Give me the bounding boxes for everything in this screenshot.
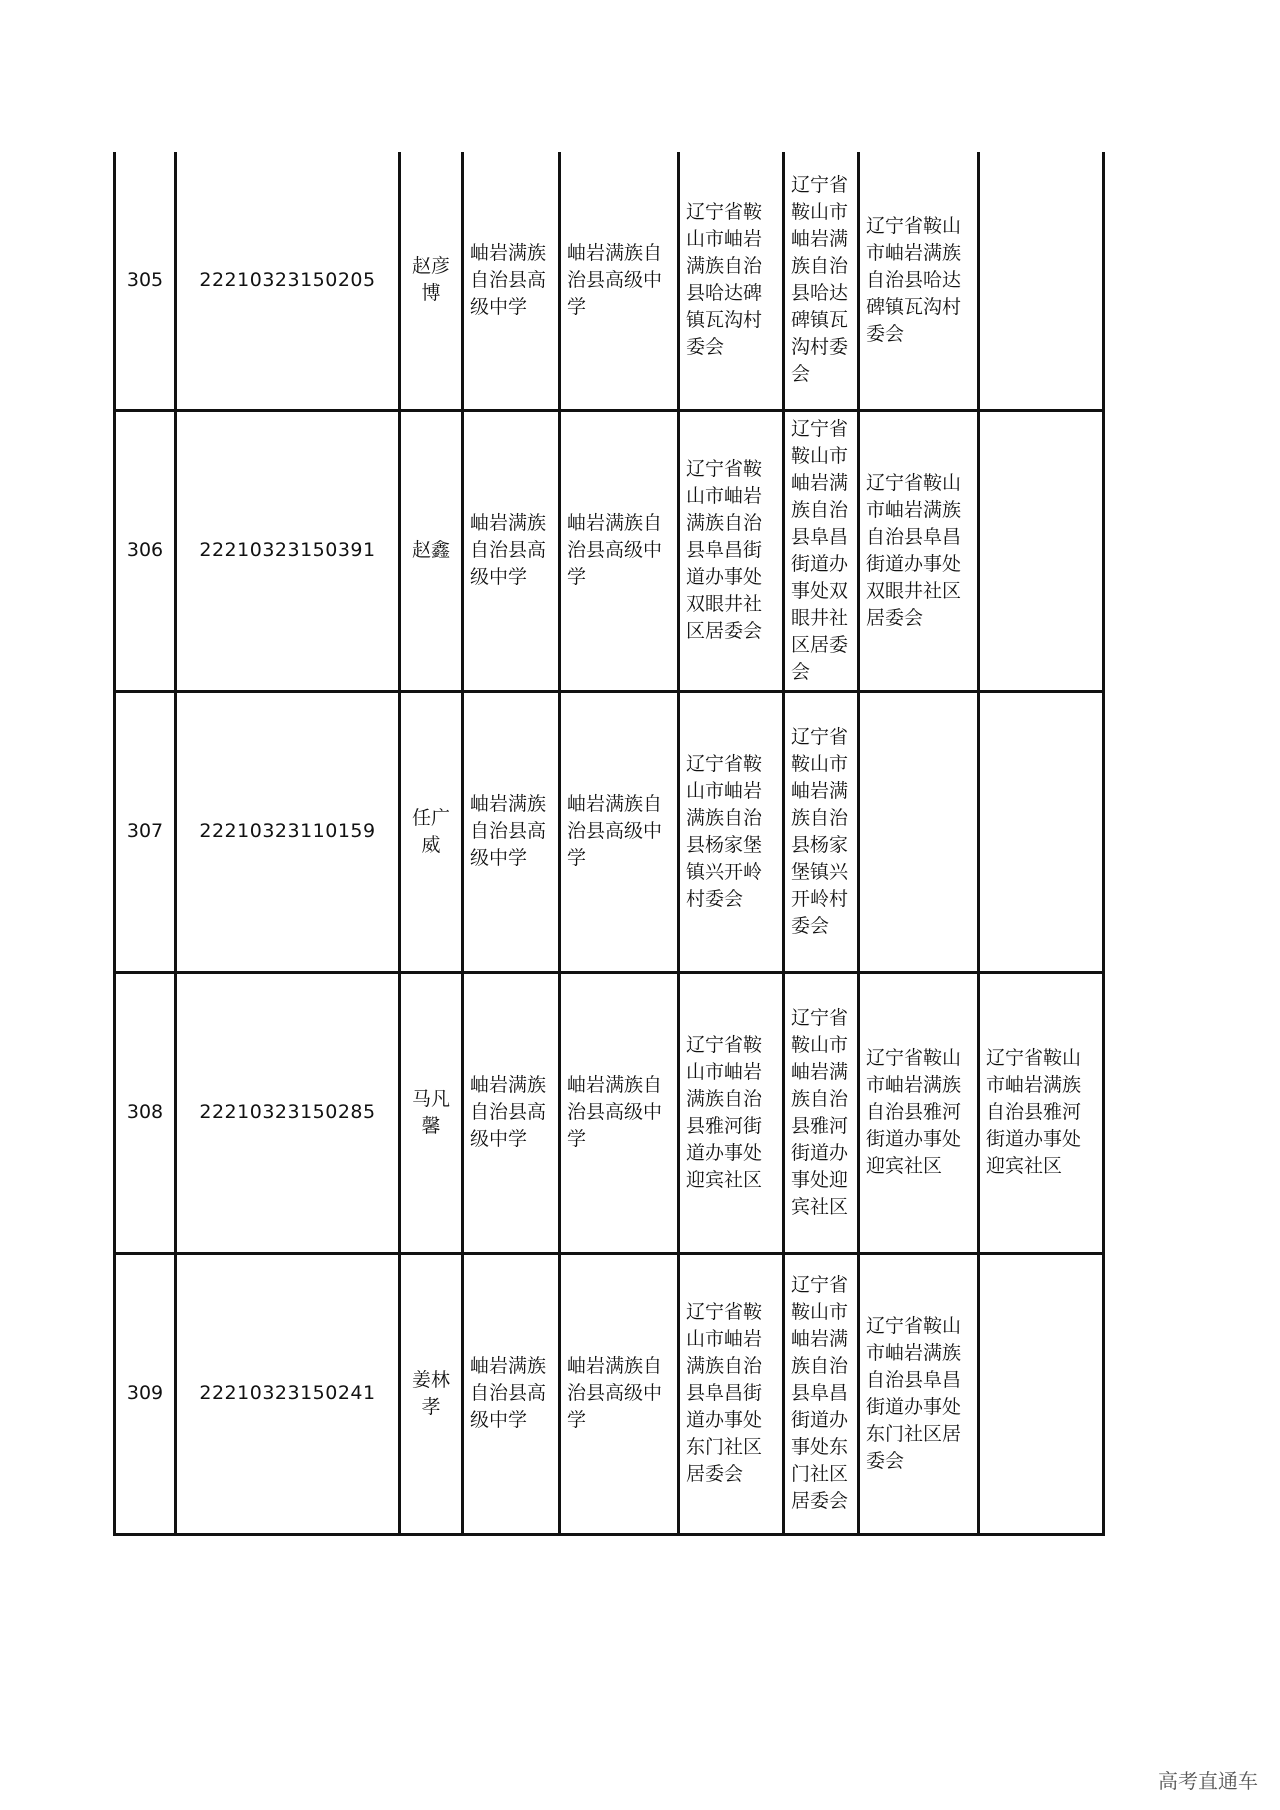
school-cell: 岫岩满族自治县高级中学 xyxy=(463,972,560,1253)
address-cell: 辽宁省鞍山市岫岩满族自治县阜昌街道办事处东门社区居委会 xyxy=(784,1253,859,1534)
table-row xyxy=(115,691,1104,972)
school-cell: 岫岩满族自治县高级中学 xyxy=(463,152,560,410)
address-cell: 辽宁省鞍山市岫岩满族自治县雅河街道办事处迎宾社区 xyxy=(859,972,979,1253)
name-cell: 任广威 xyxy=(400,691,463,972)
address-cell xyxy=(979,410,1104,691)
address-cell: 辽宁省鞍山市岫岩满族自治县哈达碑镇瓦沟村委会 xyxy=(784,152,859,410)
table-row xyxy=(115,972,1104,1253)
address-cell xyxy=(979,1253,1104,1534)
table-row xyxy=(115,152,1104,410)
address-cell: 辽宁省鞍山市岫岩满族自治县杨家堡镇兴开岭村委会 xyxy=(784,691,859,972)
school-cell: 岫岩满族自治县高级中学 xyxy=(463,410,560,691)
school-cell: 岫岩满族自治县高级中学 xyxy=(560,972,679,1253)
school-cell: 岫岩满族自治县高级中学 xyxy=(463,1253,560,1534)
seq-cell: 308 xyxy=(115,972,176,1253)
address-cell xyxy=(859,691,979,972)
school-cell: 岫岩满族自治县高级中学 xyxy=(560,152,679,410)
school-cell: 岫岩满族自治县高级中学 xyxy=(560,1253,679,1534)
name-cell: 马凡馨 xyxy=(400,972,463,1253)
address-cell: 辽宁省鞍山市岫岩满族自治县阜昌街道办事处东门社区居委会 xyxy=(679,1253,784,1534)
address-cell xyxy=(979,691,1104,972)
table-row xyxy=(115,410,1104,691)
address-cell: 辽宁省鞍山市岫岩满族自治县阜昌街道办事处双眼井社区居委会 xyxy=(784,410,859,691)
exam-number-cell: 22210323150391 xyxy=(176,410,400,691)
table-row xyxy=(115,1253,1104,1534)
address-cell: 辽宁省鞍山市岫岩满族自治县阜昌街道办事处双眼井社区居委会 xyxy=(679,410,784,691)
name-cell: 赵彦博 xyxy=(400,152,463,410)
records-table xyxy=(113,152,1105,1536)
address-cell: 辽宁省鞍山市岫岩满族自治县雅河街道办事处迎宾社区 xyxy=(979,972,1104,1253)
exam-number-cell: 22210323150241 xyxy=(176,1253,400,1534)
address-cell: 辽宁省鞍山市岫岩满族自治县哈达碑镇瓦沟村委会 xyxy=(679,152,784,410)
address-cell xyxy=(979,152,1104,410)
seq-cell: 307 xyxy=(115,691,176,972)
name-cell: 赵鑫 xyxy=(400,410,463,691)
watermark-text: 高考直通车 xyxy=(1158,1769,1258,1793)
address-cell: 辽宁省鞍山市岫岩满族自治县阜昌街道办事处双眼井社区居委会 xyxy=(859,410,979,691)
school-cell: 岫岩满族自治县高级中学 xyxy=(560,410,679,691)
exam-number-cell: 22210323150285 xyxy=(176,972,400,1253)
address-cell: 辽宁省鞍山市岫岩满族自治县杨家堡镇兴开岭村委会 xyxy=(679,691,784,972)
address-cell: 辽宁省鞍山市岫岩满族自治县阜昌街道办事处东门社区居委会 xyxy=(859,1253,979,1534)
name-cell: 姜林孝 xyxy=(400,1253,463,1534)
school-cell: 岫岩满族自治县高级中学 xyxy=(560,691,679,972)
address-cell: 辽宁省鞍山市岫岩满族自治县雅河街道办事处迎宾社区 xyxy=(784,972,859,1253)
school-cell: 岫岩满族自治县高级中学 xyxy=(463,691,560,972)
address-cell: 辽宁省鞍山市岫岩满族自治县哈达碑镇瓦沟村委会 xyxy=(859,152,979,410)
exam-number-cell: 22210323150205 xyxy=(176,152,400,410)
seq-cell: 309 xyxy=(115,1253,176,1534)
exam-number-cell: 22210323110159 xyxy=(176,691,400,972)
address-cell: 辽宁省鞍山市岫岩满族自治县雅河街道办事处迎宾社区 xyxy=(679,972,784,1253)
seq-cell: 305 xyxy=(115,152,176,410)
seq-cell: 306 xyxy=(115,410,176,691)
